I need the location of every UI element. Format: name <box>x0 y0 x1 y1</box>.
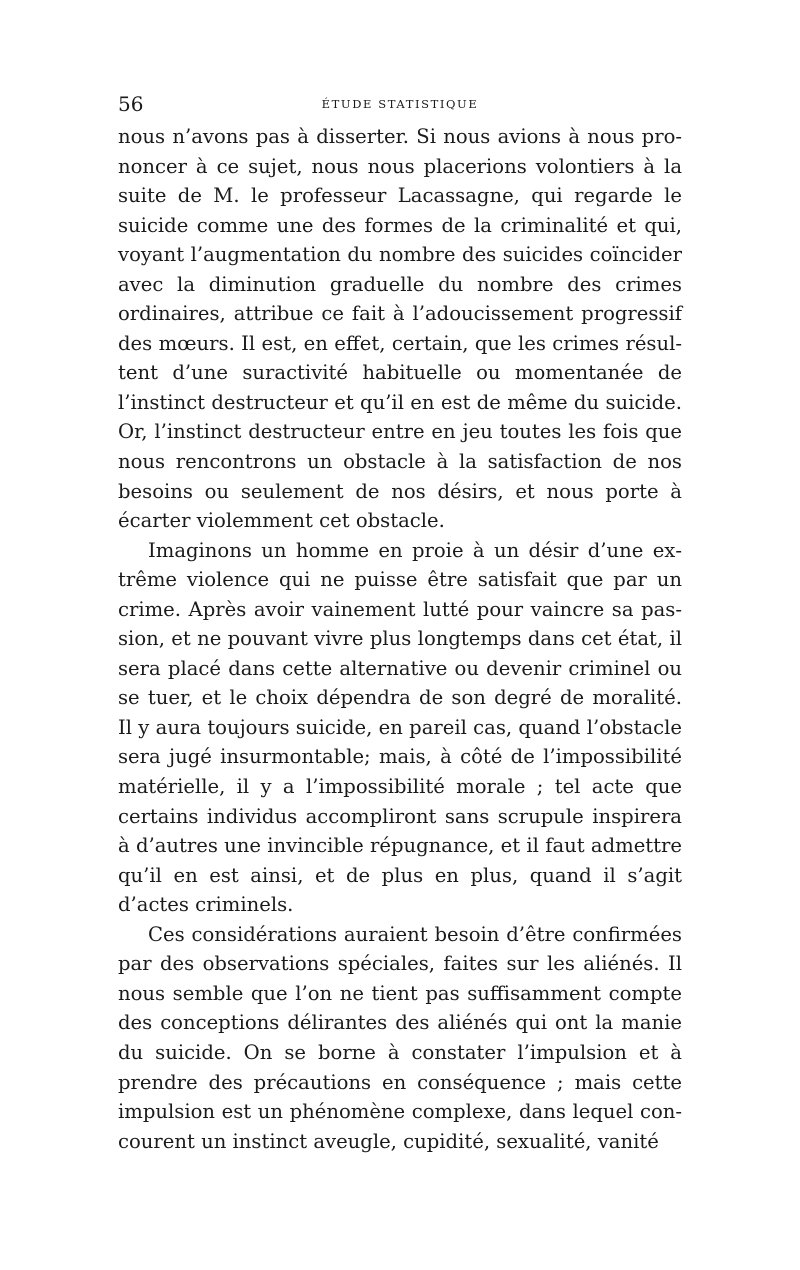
paragraph-1: nous n’avons pas à disserter. Si nous avions à nous prononcer à ce sujet, nous nous placerions volontiers à la suite de M. le professeur Lacassagne, qui regarde le suicide comme une des formes de la criminalité et qui, voyant l’augmentation du nombre des suicides coïncider avec la diminution graduelle du nombre des crimes ordinaires, attribue ce fait à l’adoucissement progressif des mœurs. Il est, en effet, certain, que les crimes résultent d’une suractivité habituelle ou momentanée de l’instinct destructeur et qu’il en est de même du suicide. Or, l’instinct destructeur entre en jeu toutes les fois que nous rencontrons un obstacle à la satisfaction de nos besoins ou seulement de nos désirs, et nous porte à écarter violemment cet obstacle. <box>118 125 682 533</box>
body-text <box>118 122 682 1156</box>
running-head <box>118 92 682 116</box>
page-number: 56 <box>118 92 144 116</box>
running-title: ÉTUDE STATISTIQUE <box>321 97 479 111</box>
book-page <box>118 92 682 1156</box>
paragraph-2: Imaginons un homme en proie à un désir d’une extrême violence qui ne puisse être satisfait que par un crime. Après avoir vainement lutté pour vaincre sa passion, et ne pouvant vivre plus longtemps dans cet état, il sera placé dans cette alternative ou devenir criminel ou se tuer, et le choix dépendra de son degré de moralité. Il y aura toujours suicide, en pareil cas, quand l’obstacle sera jugé insurmontable; mais, à côté de l’impossibilité matérielle, il y a l’impossibilité morale ; tel acte que certains individus accompliront sans scrupule inspirera à d’autres une invincible répugnance, et il faut admettre qu’il en est ainsi, et de plus en plus, quand il s’agit d’actes criminels. <box>118 538 682 917</box>
paragraph-3: Ces considérations auraient besoin d’être confirmées par des observations spéciales, faites sur les aliénés. Il nous semble que l’on ne tient pas suffisamment compte des conceptions délirantes des aliénés qui ont la manie du suicide. On se borne à constater l’impulsion et à prendre des précautions en conséquence ; mais cette impulsion est un phénomène complexe, dans lequel concourent un instinct aveugle, cupidité, sexualité, vanité <box>118 922 682 1153</box>
